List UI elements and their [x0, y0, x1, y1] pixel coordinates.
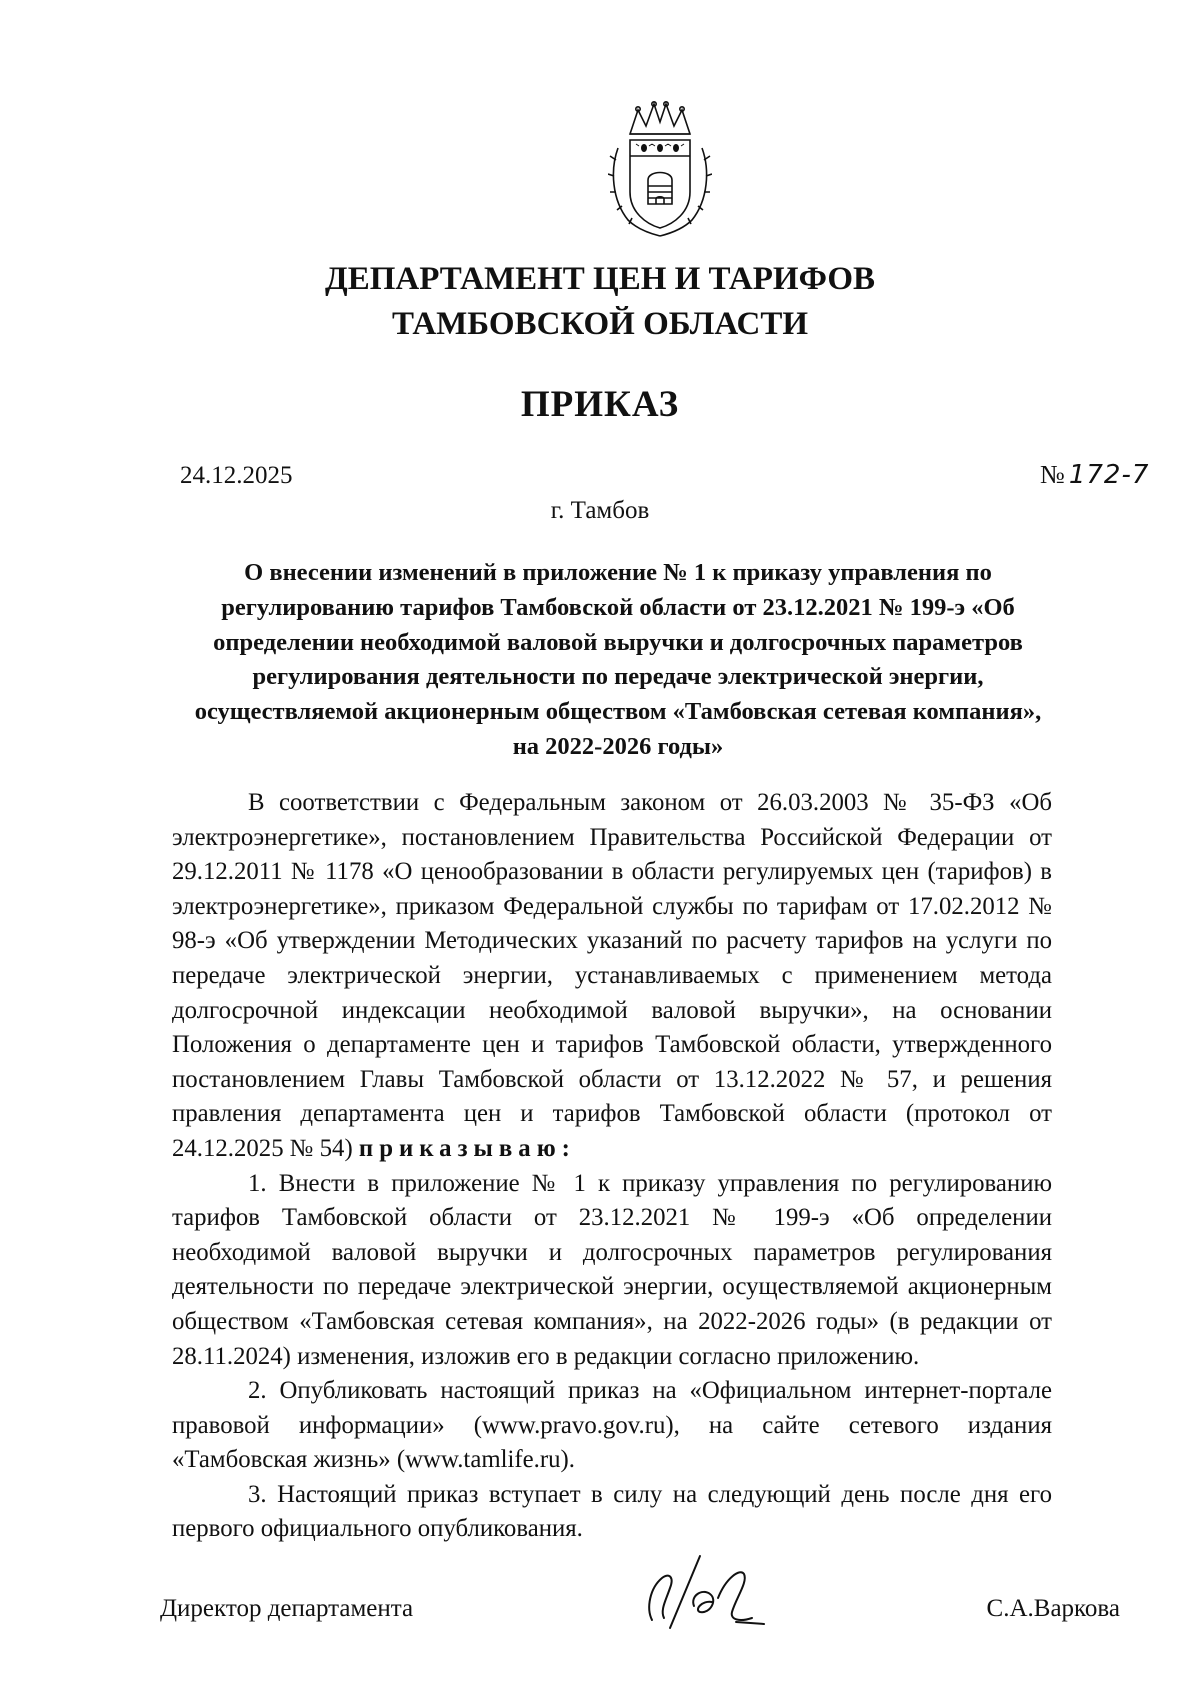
preamble-text: В соответствии с Федеральным законом от 26.03.2003 № 35-ФЗ «Об электроэнергетике», постановлением Правительства Российской Федерации от 29.12.2011 № 1178 «О ценообразовании в области регулируемых цен (тарифов) в электроэнергетике», приказом Федеральной службы по тарифам от 17.02.2012 № 98-э «Об утверждении Методических указаний по расчету тарифов на услуги по передаче электрической энергии, устанавливаемых с применением метода долгосрочной индексации необходимой валовой выручки», на основании Положения о департаменте цен и тарифов Тамбовской области, утвержденного постановлением Главы Тамбовской области от 13.12.2022 № 57, и решения правления департамента цен и тарифов Тамбовской области (протокол от 24.12.2025 № 54) — [172, 789, 1052, 1162]
order-number-prefix: № — [1040, 460, 1065, 489]
city: г. Тамбов — [550, 497, 650, 524]
order-item-3: 3. Настоящий приказ вступает в силу на следующий день после дня его первого официального опубликования. — [172, 1480, 1052, 1543]
handwritten-signature — [640, 1548, 780, 1638]
coat-of-arms-emblem — [608, 100, 712, 240]
document-type-title: ПРИКАЗ — [520, 384, 680, 425]
order-item-1: 1. Внести в приложение № 1 к приказу управления по регулированию тарифов Тамбовской области от 23.12.2021 № 199-э «Об определении необходимой валовой выручки и долгосрочных параметров регулирования деятельности по передаче электрической энергии, осуществляемой акционерным обществом «Тамбовская сетевая компания», на 2022-2026 годы» (в редакции от 28.11.2024) изменения, изложив его в редакции согласно приложению. — [172, 1169, 1052, 1370]
order-date: 24.12.2025 — [180, 462, 293, 489]
decree-word: приказываю: — [358, 1134, 576, 1162]
signer-name: С.А.Варкова — [986, 1595, 1120, 1622]
department-name-line-1: ДЕПАРТАМЕНТ ЦЕН И ТАРИФОВ — [324, 261, 876, 297]
order-subject: О внесении изменений в приложение № 1 к приказу управления по регулированию тарифов Тамбовской области от 23.12.2021 № 199-э «Об определении необходимой валовой выручки и долгосрочных параметров регулирования деятельности по передаче электрической энергии, осуществляемой акционерным обществом «Тамбовская сетевая компания», на 2022-2026 годы» — [194, 559, 1042, 760]
order-number — [1040, 460, 1149, 490]
order-body — [172, 786, 1052, 1547]
preamble-paragraph — [172, 786, 1052, 1167]
order-item-2: 2. Опубликовать настоящий приказ на «Официальном интернет-портале правовой информации» (www.pravo.gov.ru), на сайте сетевого издания «Тамбовская жизнь» (www.tamlife.ru). — [172, 1377, 1052, 1474]
department-name-line-2: ТАМБОВСКОЙ ОБЛАСТИ — [391, 306, 809, 342]
order-number-value: 172-7 — [1068, 460, 1150, 490]
signer-role: Директор департамента — [160, 1595, 414, 1622]
